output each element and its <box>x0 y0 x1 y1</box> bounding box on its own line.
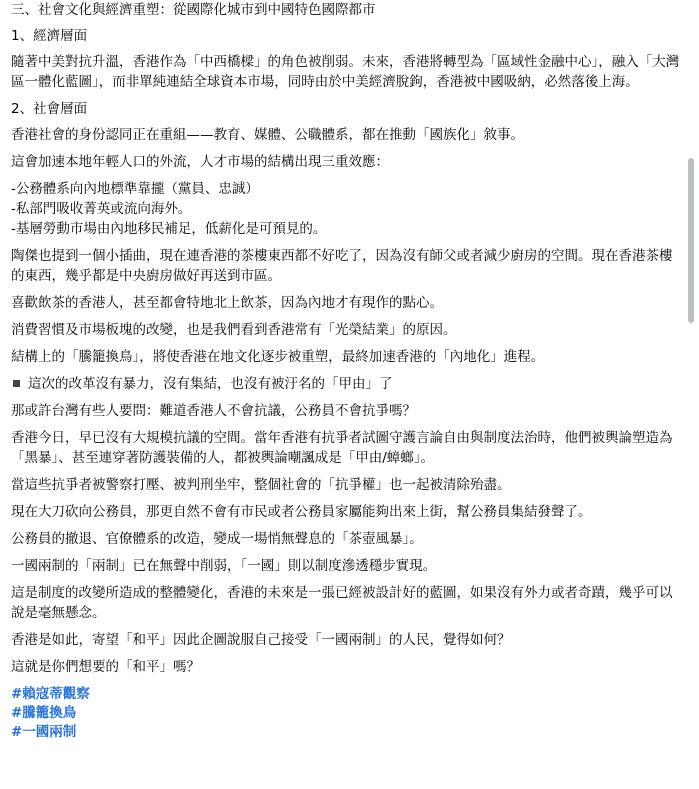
post-body <box>11 0 681 742</box>
paragraph-today: 香港今日，早已沒有大規模抗議的空間。當年香港有抗爭者試圖守護言論自由與制度法治時，他們被輿論塑造為「黑暴」、甚至連穿著防護裝備的人，都被輿論嘲諷成是「甲由/蟑螂」。 <box>11 430 673 466</box>
hashtag-list <box>11 685 681 742</box>
paragraph-final: 這就是你們想要的「和平」嗎？ <box>11 659 200 675</box>
paragraph-one-country: 一國兩制的「兩制」已在無聲中削弱，「一國」則以制度滲透穩步實現。 <box>11 558 437 574</box>
hashtag-link[interactable]: #騰籠換鳥 <box>11 705 77 721</box>
section-title-economy: 1、經濟層面 <box>11 28 88 44</box>
bullet-reform <box>11 374 681 394</box>
post-heading: 三、社會文化與經濟重塑：從國際化城市到中國特色國際都市 <box>11 2 376 18</box>
scrollbar-thumb[interactable] <box>688 158 694 323</box>
paragraph-suppressed: 當這些抗爭者被警察打壓、被判刑坐牢，整個社會的「抗爭權」也一起被清除殆盡。 <box>11 477 511 493</box>
paragraph-question: 那或許台灣有些人要問：難道香港人不會抗議，公務員不會抗爭嗎？ <box>11 403 416 419</box>
section-title-society: 2、社會層面 <box>11 101 88 117</box>
hashtag-link[interactable]: #賴寇蒂觀察 <box>11 686 90 702</box>
bullet-reform-text: 這次的改革沒有暴力，沒有集結，也沒有被汙名的「甲由」了 <box>28 376 393 392</box>
hashtag-link[interactable]: #一國兩制 <box>11 724 77 740</box>
paragraph-economy: 隨著中美對抗升溫，香港作為「中西橋樑」的角色被削弱。未來，香港將轉型為「區域性金融中心」，融入「大灣區一體化藍圖」，而非單純連結全球資本市場，同時由於中美經濟脫鉤，香港被中國吸納，必然落後上海。 <box>11 54 680 90</box>
black-small-square-icon <box>13 380 20 387</box>
paragraph-dimsum: 喜歡飲茶的香港人，甚至都會特地北上飲茶，因為內地才有現作的點心。 <box>11 295 443 311</box>
paragraph-consumer: 消費習慣及市場板塊的改變，也是我們看到香港常有「光榮結業」的原因。 <box>11 322 457 338</box>
paragraph-outflow: 這會加速本地年輕人口的外流，人才市場的結構出現三重效應： <box>11 154 389 170</box>
paragraph-identity: 香港社會的身份認同正在重組——教育、媒體、公職體系，都在推動「國族化」敘事。 <box>11 127 524 143</box>
paragraph-structural: 結構上的「騰籠換鳥」，將使香港在地文化逐步被重塑，最終加速香港的「內地化」進程。 <box>11 349 545 365</box>
paragraph-knife: 現在大刀砍向公務員，那更自然不會有市民或者公務員家屬能夠出來上街，幫公務員集結發聲了。 <box>11 504 592 520</box>
effect-item: -私部門吸收菁英或流向海外。 <box>11 201 192 217</box>
effect-item: -基層勞動市場由內地移民補足，低薪化是可預見的。 <box>11 221 327 237</box>
paragraph-peace-question: 香港是如此，寄望「和平」因此企圖說服自己接受「一國兩制」的人民，覺得如何？ <box>11 632 511 648</box>
paragraph-blueprint: 這是制度的改變所造成的整體變化，香港的未來是一張已經被設計好的藍圖，如果沒有外力或者奇蹟，幾乎可以說是毫無懸念。 <box>11 585 673 621</box>
effects-list <box>11 179 681 239</box>
paragraph-retreat: 公務員的撤退、官僚體系的改造，變成一場悄無聲息的「茶壺風暴」。 <box>11 531 423 547</box>
paragraph-teahouse: 陶傑也提到一個小插曲，現在連香港的茶樓東西都不好吃了，因為沒有師父或者減少廚房的空間。現在香港茶樓的東西，幾乎都是中央廚房做好再送到市區。 <box>11 248 673 284</box>
effect-item: -公務體系向內地標準靠攏（黨員、忠誠） <box>11 181 259 197</box>
scrollbar[interactable] <box>686 150 696 789</box>
